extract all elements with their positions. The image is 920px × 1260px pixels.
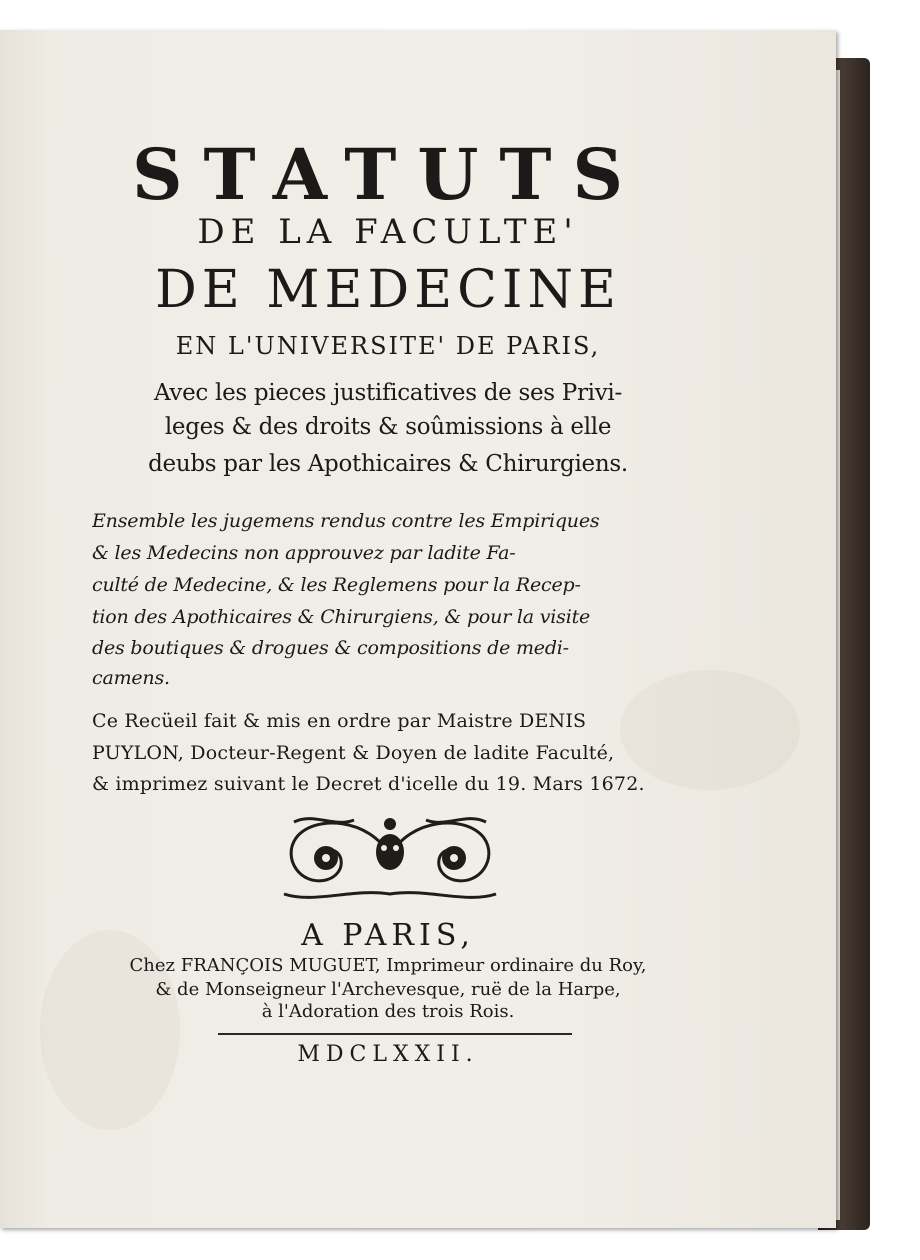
compiler-line: PUYLON, Docteur-Regent & Doyen de ladite Faculté, [92, 742, 615, 764]
title-universite-de-paris: EN L'UNIVERSITE' DE PARIS, [175, 332, 601, 360]
subtitle-line: leges & des droits & soûmissions à elle [164, 414, 612, 440]
divider-rule [218, 1033, 572, 1035]
subtitle-line: Avec les pieces justificatives de ses Privi- [154, 380, 622, 406]
imprint-place: A PARIS, [301, 918, 475, 953]
italic-description-line: & les Medecins non approuvez par ladite Fa- [92, 542, 516, 564]
subtitle-line: deubs par les Apothicaires & Chirurgiens. [148, 451, 628, 477]
italic-description-line: Ensemble les jugemens rendus contre les Empiriques [92, 510, 600, 532]
title-de-medecine: DE MEDECINE [155, 260, 621, 320]
title-statuts: STATUTS [131, 133, 645, 216]
italic-description-line: tion des Apothicaires & Chirurgiens, & pour la visite [92, 606, 591, 628]
printers-ornament-icon [274, 808, 506, 904]
publisher-line: & de Monseigneur l'Archevesque, ruë de la Harpe, [155, 979, 621, 1000]
title-de-la-faculte: DE LA FACULTE' [197, 212, 579, 252]
italic-description-line: culté de Medecine, & les Reglemens pour la Recep- [92, 574, 581, 596]
compiler-line: & imprimez suivant le Decret d'icelle du 19. Mars 1672. [92, 773, 645, 795]
imprint-date: MDCLXXII. [297, 1042, 479, 1067]
publisher-line: à l'Adoration des trois Rois. [261, 1001, 515, 1022]
italic-description-line: des boutiques & drogues & compositions de medi- [92, 637, 569, 659]
publisher-line: Chez FRANÇOIS MUGUET, Imprimeur ordinaire du Roy, [129, 955, 647, 976]
italic-description-line: camens. [92, 667, 170, 689]
compiler-line: Ce Recüeil fait & mis en ordre par Maistre DENIS [92, 710, 587, 732]
